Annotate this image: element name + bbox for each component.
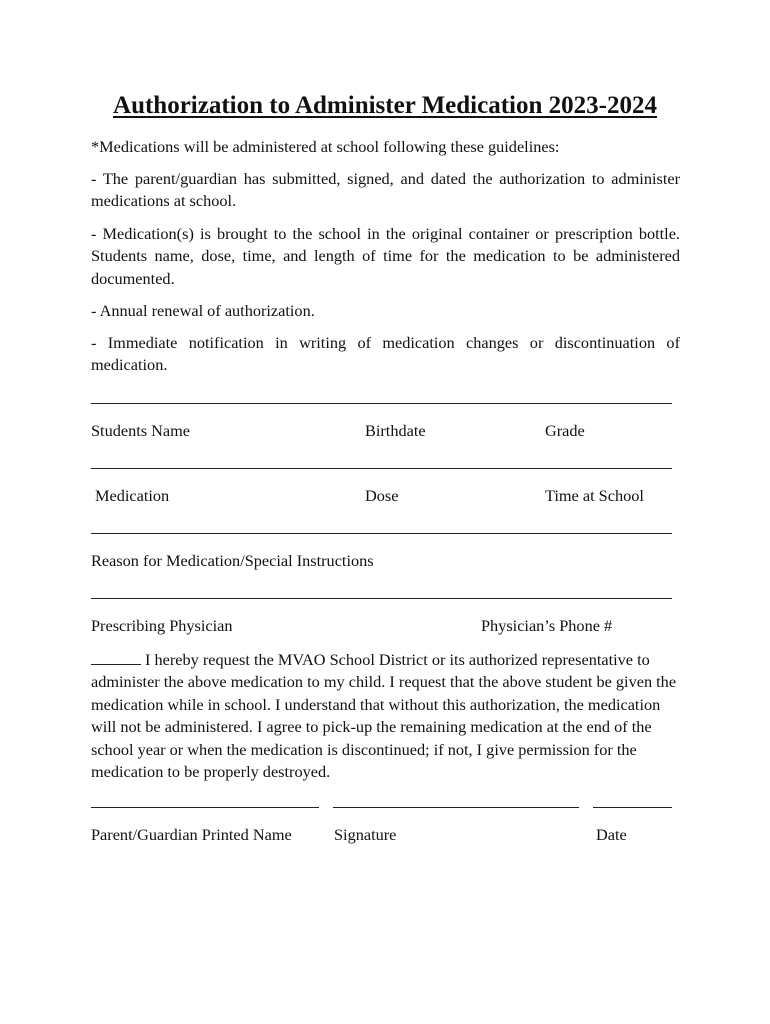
- guideline-item: - Immediate notification in writing of medication changes or discontinuation of medication.: [91, 333, 680, 375]
- guideline-item: - Annual renewal of authorization.: [91, 301, 315, 320]
- signature-label: Signature: [334, 825, 397, 844]
- medication-label: Medication: [95, 486, 170, 505]
- time-at-school-label: Time at School: [545, 486, 644, 505]
- guideline-item: - The parent/guardian has submitted, signed, and dated the authorization to administer medications at school.: [91, 169, 680, 211]
- reason-label: Reason for Medication/Special Instructions: [91, 551, 374, 570]
- initials-blank[interactable]: [91, 650, 141, 665]
- form-title: Authorization to Administer Medication 2023-2024: [113, 92, 657, 119]
- signature-line[interactable]: [333, 807, 579, 808]
- reason-line[interactable]: [91, 533, 672, 534]
- date-label: Date: [596, 825, 627, 844]
- guidelines-intro: *Medications will be administered at school following these guidelines:: [91, 137, 560, 156]
- consent-paragraph: [91, 649, 683, 783]
- printed-name-line[interactable]: [91, 807, 319, 808]
- consent-text: I hereby request the MVAO School District or its authorized representative to administer the above medication to my child. I request that the above student be given the medication while in school. I understand that without this authorization, the medication will not be administered. I agree to pick-up the remaining medication at the end of the school year or when the medication is discontinued; if not, I give permission for the medication to be properly destroyed.: [91, 650, 677, 782]
- prescribing-physician-label: Prescribing Physician: [91, 616, 233, 635]
- physician-phone-label: Physician’s Phone #: [481, 616, 613, 635]
- students-name-label: Students Name: [91, 421, 191, 440]
- medication-info-line[interactable]: [91, 468, 672, 469]
- physician-line[interactable]: [91, 598, 672, 599]
- dose-label: Dose: [365, 486, 399, 505]
- grade-label: Grade: [545, 421, 585, 440]
- guideline-item: - Medication(s) is brought to the school in the original container or prescription bottle. Students name, dose, time, and length of time for the medication to be administered documented.: [91, 224, 680, 288]
- birthdate-label: Birthdate: [365, 421, 426, 440]
- printed-name-label: Parent/Guardian Printed Name: [91, 825, 292, 844]
- date-line[interactable]: [593, 807, 672, 808]
- students-info-line[interactable]: [91, 403, 672, 404]
